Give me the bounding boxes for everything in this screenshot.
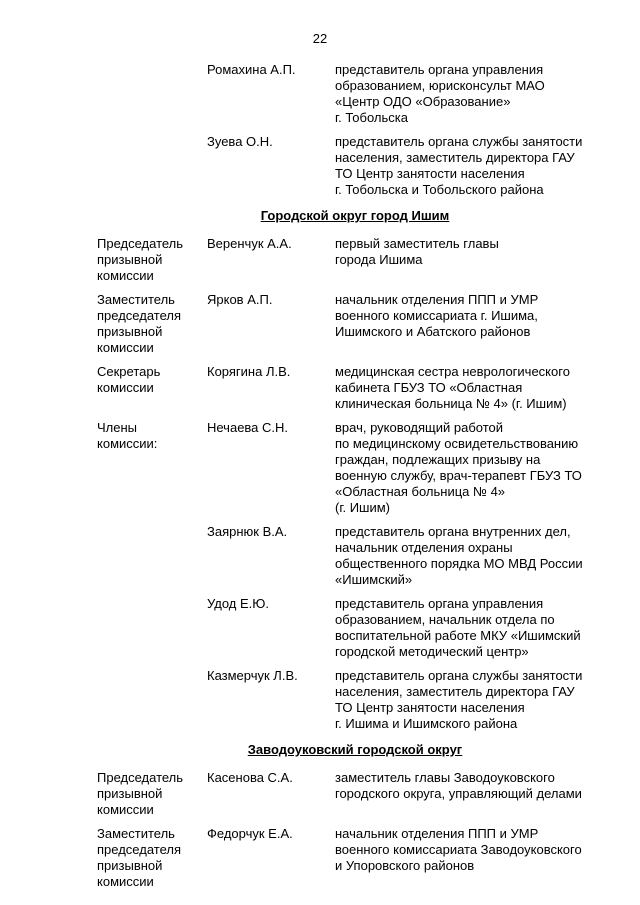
member-name: Удод Е.Ю. bbox=[207, 596, 269, 611]
member-row bbox=[97, 596, 617, 660]
position-line: заместитель главы Заводоуковского bbox=[335, 770, 555, 785]
member-position bbox=[335, 524, 607, 588]
member-position bbox=[335, 292, 607, 340]
member-row bbox=[97, 668, 617, 732]
position-line: начальник отделения ППП и УМР bbox=[335, 826, 539, 841]
position-line: образованием, начальник отдела по bbox=[335, 612, 555, 627]
member-role bbox=[97, 292, 207, 356]
position-line: кабинета ГБУЗ ТО «Областная bbox=[335, 380, 523, 395]
position-line: городской методический центр» bbox=[335, 644, 529, 659]
position-line: населения, заместитель директора ГАУ bbox=[335, 684, 575, 699]
member-row bbox=[97, 292, 617, 356]
position-line: города Ишима bbox=[335, 252, 423, 267]
role-line: комиссии bbox=[97, 340, 154, 355]
member-position bbox=[335, 236, 607, 268]
position-line: представитель органа службы занятости bbox=[335, 134, 583, 149]
role-line: председателя bbox=[97, 308, 182, 323]
position-line: представитель органа службы занятости bbox=[335, 668, 583, 683]
position-line: городского округа, управляющий делами bbox=[335, 786, 582, 801]
role-line: Заместитель bbox=[97, 826, 175, 841]
member-name: Нечаева С.Н. bbox=[207, 420, 289, 435]
position-line: «Областная больница № 4» bbox=[335, 484, 506, 499]
commission-list bbox=[97, 62, 617, 898]
member-position bbox=[335, 62, 607, 126]
member-position bbox=[335, 826, 607, 874]
position-line: врач, руководящий работой bbox=[335, 420, 504, 435]
member-position bbox=[335, 596, 607, 660]
member-role bbox=[97, 770, 207, 818]
member-role bbox=[97, 420, 207, 452]
position-line: г. Тобольска и Тобольского района bbox=[335, 182, 544, 197]
member-name: Заярнюк В.А. bbox=[207, 524, 288, 539]
position-line: воспитательной работе МКУ «Ишимский bbox=[335, 628, 581, 643]
position-line: (г. Ишим) bbox=[335, 500, 391, 515]
position-line: общественного порядка МО МВД России bbox=[335, 556, 583, 571]
member-row bbox=[97, 420, 617, 516]
role-line: Председатель bbox=[97, 770, 184, 785]
member-row bbox=[97, 134, 617, 198]
member-name: Ромахина А.П. bbox=[207, 62, 296, 77]
member-name: Казмерчук Л.В. bbox=[207, 668, 298, 683]
position-line: «Ишимский» bbox=[335, 572, 413, 587]
member-role bbox=[97, 364, 207, 396]
role-line: призывной bbox=[97, 252, 163, 267]
member-row bbox=[97, 364, 617, 412]
member-position bbox=[335, 364, 607, 412]
member-row bbox=[97, 524, 617, 588]
position-line: первый заместитель главы bbox=[335, 236, 499, 251]
position-line: представитель органа управления bbox=[335, 62, 544, 77]
position-line: образованием, юрисконсульт МАО bbox=[335, 78, 545, 93]
member-position bbox=[335, 420, 607, 516]
position-line: г. Тобольска bbox=[335, 110, 408, 125]
position-line: г. Ишима и Ишимского района bbox=[335, 716, 518, 731]
role-line: комиссии: bbox=[97, 436, 158, 451]
member-name: Ярков А.П. bbox=[207, 292, 273, 307]
member-position bbox=[335, 134, 607, 198]
position-line: военную службу, врач-терапевт ГБУЗ ТО bbox=[335, 468, 582, 483]
member-role bbox=[97, 236, 207, 284]
position-line: по медицинскому освидетельствованию bbox=[335, 436, 579, 451]
position-line: клиническая больница № 4» (г. Ишим) bbox=[335, 396, 567, 411]
member-name: Зуева О.Н. bbox=[207, 134, 273, 149]
position-line: населения, заместитель директора ГАУ bbox=[335, 150, 575, 165]
role-line: Председатель bbox=[97, 236, 184, 251]
position-line: Ишимского и Абатского районов bbox=[335, 324, 531, 339]
position-line: представитель органа управления bbox=[335, 596, 544, 611]
role-line: комиссии bbox=[97, 268, 154, 283]
role-line: Члены bbox=[97, 420, 138, 435]
member-name: Корягина Л.В. bbox=[207, 364, 291, 379]
position-line: военного комиссариата г. Ишима, bbox=[335, 308, 538, 323]
role-line: комиссии bbox=[97, 874, 154, 889]
position-line: «Центр ОДО «Образование» bbox=[335, 94, 511, 109]
section-heading: Городской округ город Ишим bbox=[260, 208, 450, 223]
role-line: призывной bbox=[97, 858, 163, 873]
position-line: начальник отделения ППП и УМР bbox=[335, 292, 539, 307]
member-row bbox=[97, 770, 617, 818]
member-row bbox=[97, 826, 617, 890]
position-line: ТО Центр занятости населения bbox=[335, 166, 525, 181]
member-row bbox=[97, 62, 617, 126]
position-line: начальник отделения охраны bbox=[335, 540, 513, 555]
position-line: граждан, подлежащих призыву на bbox=[335, 452, 541, 467]
page-number: 22 bbox=[312, 31, 328, 46]
role-line: комиссии bbox=[97, 802, 154, 817]
position-line: медицинская сестра неврологического bbox=[335, 364, 570, 379]
member-position bbox=[335, 770, 607, 802]
position-line: и Упоровского районов bbox=[335, 858, 475, 873]
role-line: Заместитель bbox=[97, 292, 175, 307]
role-line: призывной bbox=[97, 786, 163, 801]
member-name: Веренчук А.А. bbox=[207, 236, 292, 251]
position-line: ТО Центр занятости населения bbox=[335, 700, 525, 715]
member-position bbox=[335, 668, 607, 732]
section-heading: Заводоуковский городской округ bbox=[247, 742, 463, 757]
member-name: Федорчук Е.А. bbox=[207, 826, 293, 841]
member-role bbox=[97, 826, 207, 890]
role-line: призывной bbox=[97, 324, 163, 339]
position-line: представитель органа внутренних дел, bbox=[335, 524, 571, 539]
member-row bbox=[97, 236, 617, 284]
role-line: Секретарь bbox=[97, 364, 161, 379]
role-line: комиссии bbox=[97, 380, 154, 395]
member-name: Касенова С.А. bbox=[207, 770, 293, 785]
position-line: военного комиссариата Заводоуковского bbox=[335, 842, 582, 857]
role-line: председателя bbox=[97, 842, 182, 857]
